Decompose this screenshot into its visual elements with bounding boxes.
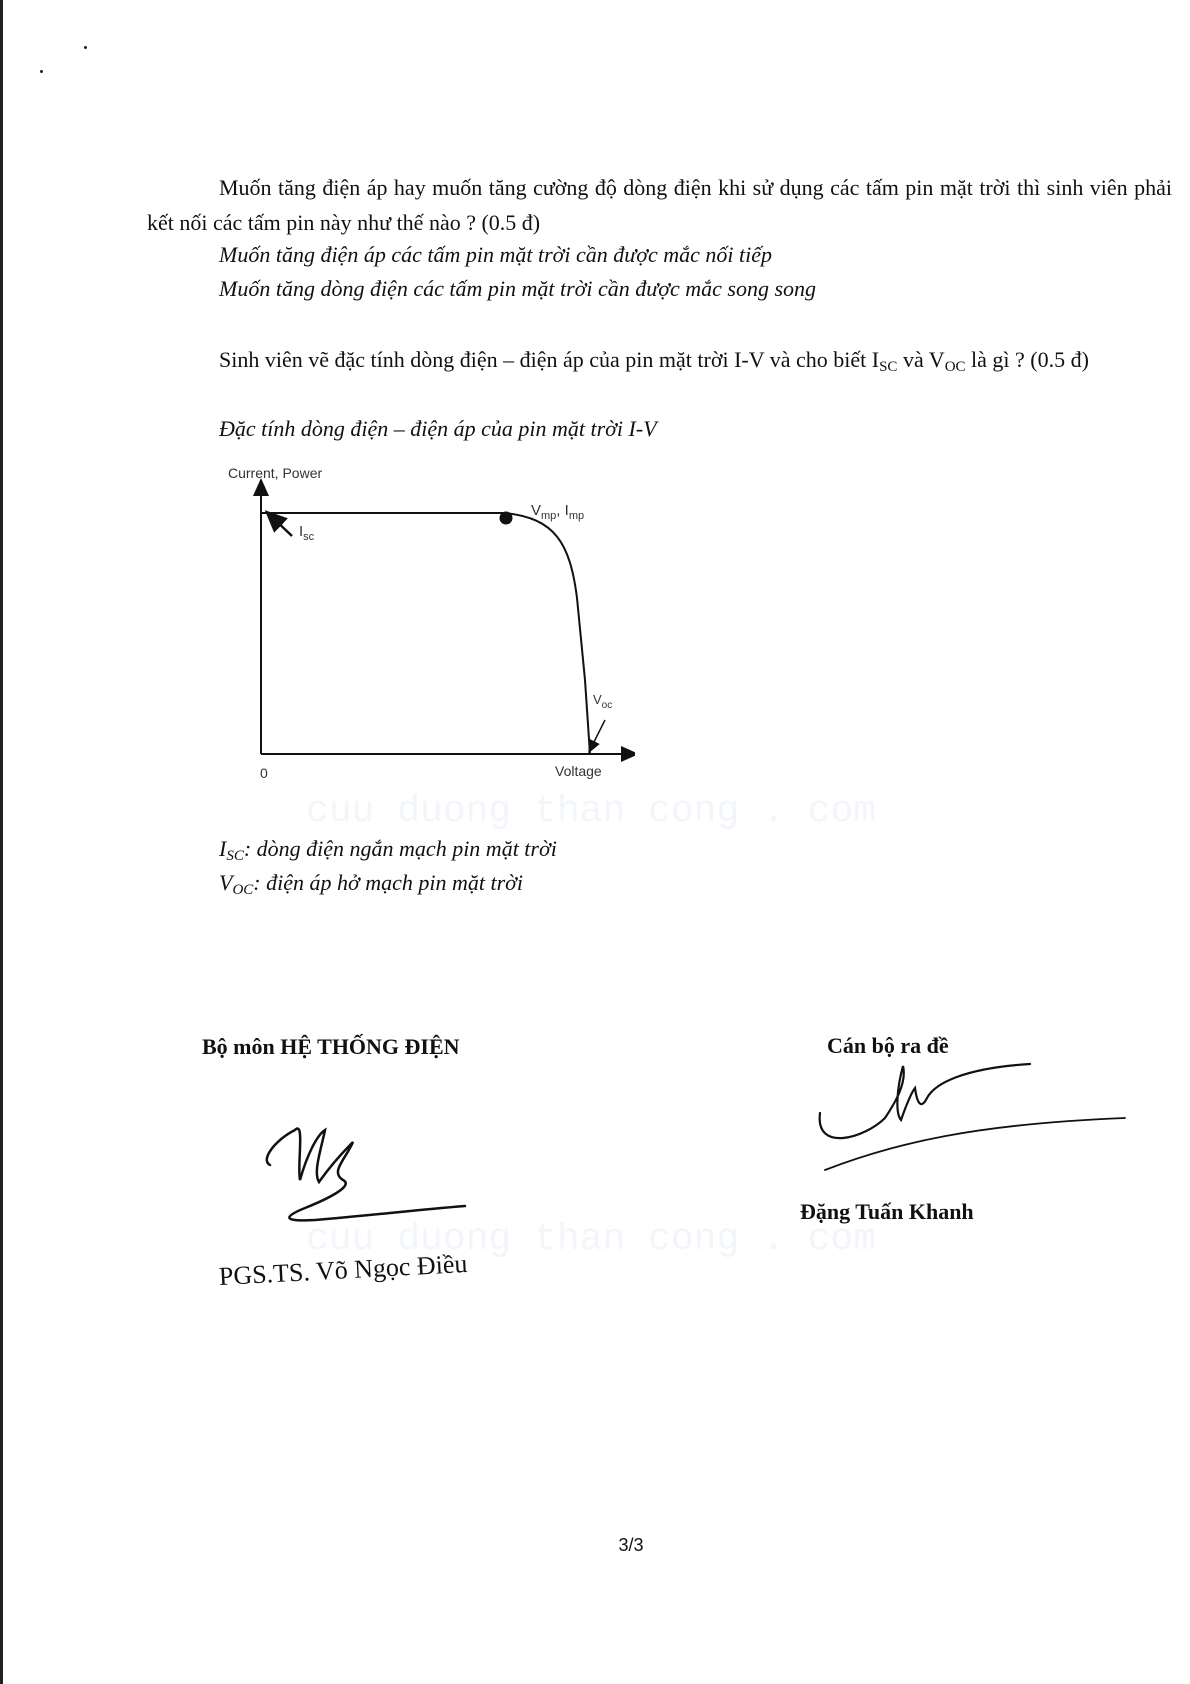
isc-annotation: $I_{sc}$ (299, 523, 315, 543)
iv-curve (261, 513, 590, 754)
author-signature (815, 1058, 1135, 1178)
watermark-top: cuu duong than cong . com (306, 790, 877, 833)
scan-speck (84, 46, 87, 49)
vmp-imp-annotation: $V_{mp}$, $I_{mp}$ (531, 502, 585, 522)
voc-arrow (591, 720, 605, 748)
origin-label: 0 (260, 765, 268, 781)
department-head-name: PGS.TS. Võ Ngọc Điều (218, 1249, 469, 1291)
question-2-text: Sinh viên vẽ đặc tính dòng điện – điện áp của pin mặt trời I-V và cho biết $I_{SC}$ và $V_{OC}$ là gì ? (0.5 đ) (219, 347, 1089, 375)
voc-definition: $V_{OC}$: điện áp hở mạch pin mặt trời (219, 870, 524, 898)
iv-curve-figure (215, 458, 635, 790)
author-label: Cán bộ ra đề (827, 1033, 949, 1058)
isc-definition: $I_{SC}$: dòng điện ngắn mạch pin mặt trời (219, 836, 557, 864)
scan-edge (0, 0, 3, 1684)
scan-speck (40, 70, 43, 73)
isc-arrow (272, 517, 292, 536)
answer-series: Muốn tăng điện áp các tấm pin mặt trời cần được mắc nối tiếp (219, 242, 773, 267)
question-1-text: Muốn tăng điện áp hay muốn tăng cường độ dòng điện khi sử dụng các tấm pin mặt trời thì sinh viên phải kết nối các tấm pin này như thế nào ? (0.5 đ) (147, 175, 1172, 235)
x-axis-label: Voltage (555, 763, 602, 779)
department-signature (255, 1110, 485, 1230)
watermark-bottom: cuu duong than cong . com (306, 1218, 877, 1261)
answer-parallel: Muốn tăng dòng điện các tấm pin mặt trời cần được mắc song song (219, 276, 817, 301)
department-label: Bộ môn HỆ THỐNG ĐIỆN (202, 1034, 460, 1059)
author-name: Đặng Tuấn Khanh (800, 1199, 974, 1224)
page-number: 3/3 (618, 1535, 644, 1555)
voc-annotation: $V_{oc}$ (593, 692, 613, 711)
iv-curve-svg (215, 458, 635, 790)
figure-caption: Đặc tính dòng điện – điện áp của pin mặt trời I-V (219, 416, 657, 441)
y-axis-label: Current, Power (228, 465, 323, 481)
max-power-point (500, 512, 513, 525)
